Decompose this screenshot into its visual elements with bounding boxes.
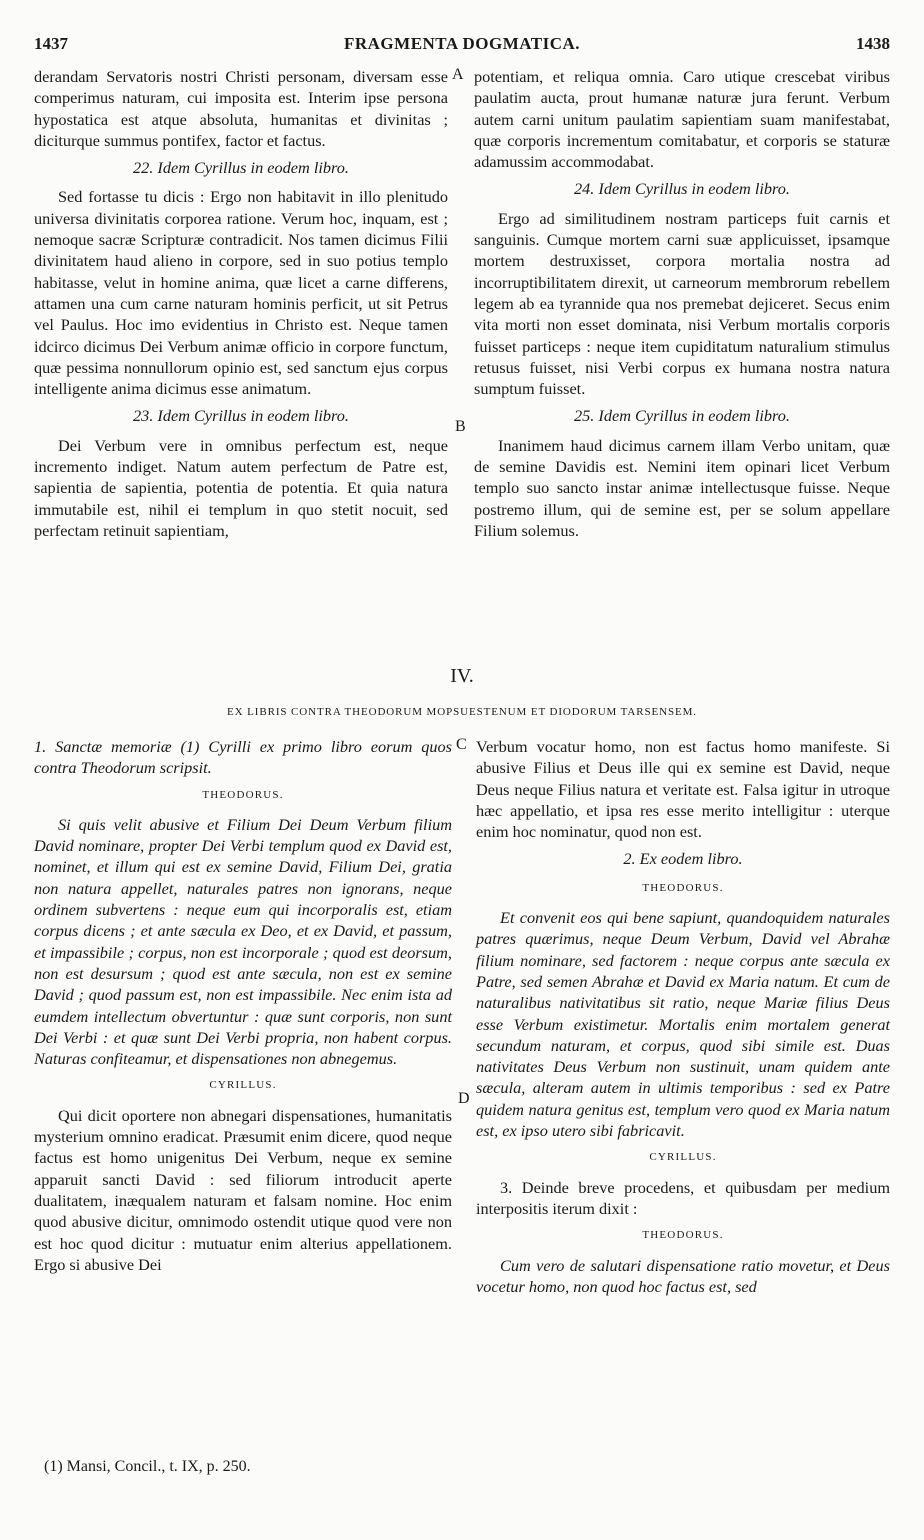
bottom-left-column (34, 736, 452, 1275)
section-heading-2: 2. Ex eodem libro. (623, 849, 743, 869)
speaker-label: CYRILLUS. (649, 1151, 717, 1164)
speaker-label: CYRILLUS. (209, 1079, 277, 1092)
top-left-column (34, 66, 448, 541)
margin-letter-a: A (452, 66, 464, 83)
bottom-right-column (476, 736, 890, 1297)
paragraph: Verbum vocatur homo, non est factus homo manifeste. Si abusive Filius et Deus ille qui ex semine est David, neque Deus neque Filius natura et veritate est. Falsa igitur in utroque hæc appellatio, et ipsa res esse merito intelligitur : uterque enim hoc nominatur, quod non est. (476, 737, 890, 842)
paragraph: Inanimem haud dicimus carnem illam Verbo unitam, quæ de semine Davidis est. Nemini item opinari licet Verbum templo suo sancto instar animæ intellectusque fuisse. Neque postremo illum, qui de semine est, per se solum appellare Filium solemus. (474, 435, 890, 540)
footnote: (1) Mansi, Concil., t. IX, p. 250. (44, 1458, 251, 1475)
section-title: EX LIBRIS CONTRA THEODORUM MOPSUESTENUM ET DIODORUM TARSENSEM. (227, 706, 697, 718)
paragraph: 3. Deinde breve procedens, et quibusdam per medium interpositis iterum dixit : (476, 1177, 890, 1218)
excerpt-heading-1: 1. Sanctæ memoriæ (1) Cyrilli ex primo libro eorum quos contra Theodorum scripsit. (34, 737, 452, 778)
page-number-left: 1437 (34, 34, 68, 53)
paragraph: derandam Servatoris nostri Christi personam, diversam esse comperimus naturam, cui imposita est. Interim ipse persona hypostatica est atque absoluta, humanitas et divinitas ; diciturque summus pontifex, factor et factus. (34, 67, 448, 150)
running-title: FRAGMENTA DOGMATICA. (343, 34, 581, 53)
top-right-column (474, 66, 890, 541)
quote-paragraph: Si quis velit abusive et Filium Dei Deum Verbum filium David nominare, propter Dei Verbi templum quod ex David est, nominet, et illum qui est ex semine David, Filium Dei, gratia non natura appellet, naturales patres non ignorans, neque ordinem subvertens : neque eum qui incorporalis est, etiam corpus dicens ; et ante sæcula ex Deo, et ex David, et passum, et impassibile ; corpus, non est incorporale ; quod est deorsum, non est desursum ; quod est ante sæcula, non est ex semine David ; quod passum est, non est impassibile. Nec enim ista ad eumdem intellectum obvertuntur : quæ sunt corporis, non sunt Dei Verbi : et quæ sunt Dei Verbi propria, non habent corpus. Naturas confiteamur, et dispensationes non abnegemus. (34, 814, 452, 1069)
speaker-label: THEODORUS. (642, 1229, 724, 1242)
paragraph: Ergo ad similitudinem nostram particeps fuit carnis et sanguinis. Cumque mortem carni suæ applicuisset, ipsamque mortem destruxisset, corpora mortalia nostra ad incorruptibilitatem direxit, ut carneorum membrorum rebellem legem ab ea tyrannide qua nos premebat dejiceret. Secus enim vita morti non esset dominata, nisi Verbum mortalis corporis fuisset particeps : neque item cupiditatum naturalium stimulus retusus fuisset, nisi Verbi corpus ex humana nostra natura sumptum fuisset. (474, 208, 890, 399)
paragraph: Qui dicit oportere non abnegari dispensationes, humanitatis mysterium omnino eradicat. Præsumit enim dicere, quod neque factus est homo unigenitus Dei Verbum, neque ex semine apparuit sancti David : sed filiorum introducit aperte dualitatem, inæqualem naturam et falsam nomine. Hoc enim quod abusive dicitur, omnimodo ostendit utique quod vere non est hoc quod dicitur : mutuatur enim alterius appellationem. Ergo si abusive Dei (34, 1105, 452, 1274)
paragraph: Sed fortasse tu dicis : Ergo non habitavit in illo plenitudo universa divinitatis corporea ratione. Verum hoc, inquam, est ; nemoque sacræ Scripturæ contradicit. Nos tamen dicimus Filii divinitatem haud alieno in corpore, sed in suo potius templo habitasse, velut in homine anima, quæ licet a carne differens, attamen una cum carne naturam hominis perficit, ut sit Petrus vel Paulus. Hoc imo evidentius in Christo est. Neque tamen idcirco dicimus Dei Verbum animæ officio in corpore functum, quæ pessima nonnullorum opinio est, sed sanctum ejus corpus intelligente anima dicimus esse animatum. (34, 187, 448, 399)
speaker-label: THEODORUS. (642, 881, 724, 894)
margin-letter-d: D (458, 1090, 470, 1107)
quote-paragraph: Et convenit eos qui bene sapiunt, quandoquidem naturales patres quærimus, neque Deum Verbum, David vel Abrahæ filium nominare, sed factorem : neque corpus ante sæcula ex Patre, sed semen Abrahæ et David ex Maria natum. Et cum de naturalibus nativitatibus sit ratio, neque Mariæ filius Deus esse Verbum existimetur. Mortalis enim mortalem generat secundum naturam, et corpus, quod sibi simile est. Duas nativitates Deus Verbum non sustinuit, unam quidem ante sæcula, alteram autem in ultimis temporibus : sed ex Patre quidem natura genitus est, templum vero quod ex Maria natum est, ex ipso utero sibi fabricavit. (476, 908, 890, 1141)
section-number: IV. (450, 665, 474, 687)
paragraph: potentiam, et reliqua omnia. Caro utique crescebat viribus paulatim aucta, prout humanæ naturæ jura ferunt. Verbum autem carni unitum paulatim sapientiam suam manifestabat, quæ corporis incrementum comitabatur, et corporis se staturæ adamussim accommodabat. (474, 67, 890, 172)
section-heading-25: 25. Idem Cyrillus in eodem libro. (573, 406, 790, 426)
margin-letter-b: B (455, 418, 466, 435)
section-heading-24: 24. Idem Cyrillus in eodem libro. (573, 179, 790, 199)
speaker-label: THEODORUS. (202, 788, 284, 801)
section-heading-23: 23. Idem Cyrillus in eodem libro. (132, 406, 349, 426)
margin-letter-c: C (456, 736, 467, 753)
section-heading-22: 22. Idem Cyrillus in eodem libro. (132, 158, 349, 178)
page-number-right: 1438 (856, 34, 890, 53)
running-header (34, 34, 890, 60)
quote-paragraph: Cum vero de salutari dispensatione ratio movetur, et Deus vocetur homo, non quod hoc factus est, sed (476, 1255, 890, 1296)
paragraph: Dei Verbum vere in omnibus perfectum est, neque incremento indiget. Natum autem perfectum de Patre est, sapientia de sapientia, potentia de potentia. Et quia natura immutabile est, nihil ei templum in quo stetit nocuit, sed perfectam retinuit sapientiam, (34, 435, 448, 540)
